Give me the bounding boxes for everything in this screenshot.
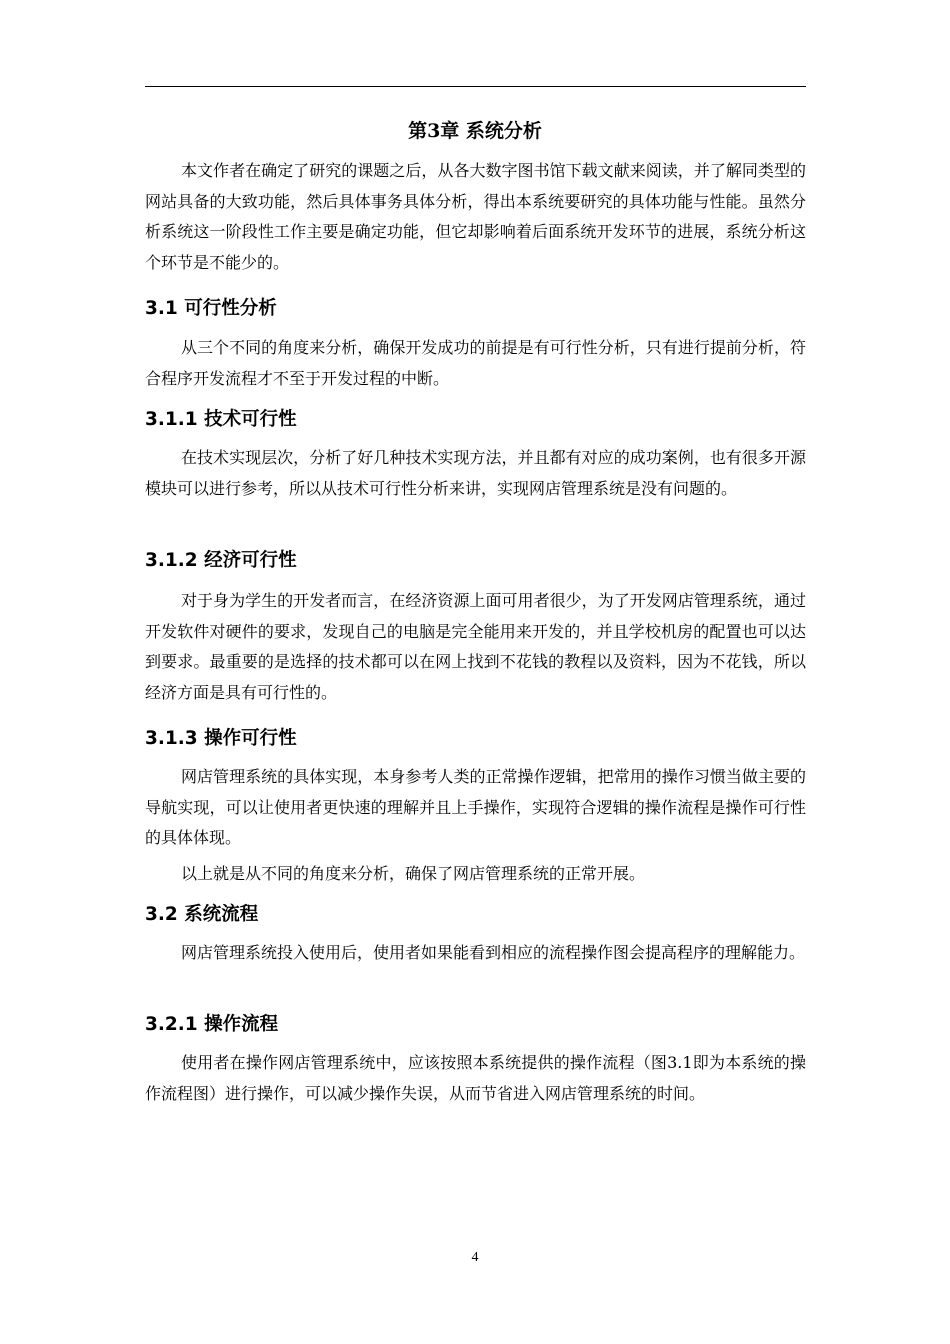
- header-rule: [145, 86, 806, 87]
- section-3-2-1-heading: 3.2.1 操作流程: [145, 1014, 279, 1035]
- section-3-1-2-heading: 3.1.2 经济可行性: [145, 550, 297, 571]
- intro-paragraph: 本文作者在确定了研究的课题之后，从各大数字图书馆下载文献来阅读，并了解同类型的网站具备的大致功能，然后具体事务具体分析，得出本系统要研究的具体功能与性能。虽然分析系统这一阶段性工作主要是确定功能，但它却影响着后面系统开发环节的进展，系统分析这个环节是不能少的。: [145, 161, 806, 272]
- section-3-1-1-heading: 3.1.1 技术可行性: [145, 409, 297, 430]
- section-3-1-1-paragraph: 在技术实现层次，分析了好几种技术实现方法，并且都有对应的成功案例，也有很多开源模块可以进行参考，所以从技术可行性分析来讲，实现网店管理系统是没有问题的。: [145, 448, 806, 498]
- section-3-1-2-paragraph: 对于身为学生的开发者而言，在经济资源上面可用者很少，为了开发网店管理系统，通过开发软件对硬件的要求，发现自己的电脑是完全能用来开发的，并且学校机房的配置也可以达到要求。最重要的是选择的技术都可以在网上找到不花钱的教程以及资料，因为不花钱，所以经济方面是具有可行性的。: [145, 591, 806, 702]
- section-3-1-3-paragraph: 网店管理系统的具体实现，本身参考人类的正常操作逻辑，把常用的操作习惯当做主要的导航实现，可以让使用者更快速的理解并且上手操作，实现符合逻辑的操作流程是操作可行性的具体体现。: [145, 767, 806, 847]
- section-3-2-1-paragraph: 使用者在操作网店管理系统中，应该按照本系统提供的操作流程（图3.1即为本系统的操作流程图）进行操作，可以减少操作失误，从而节省进入网店管理系统的时间。: [145, 1053, 806, 1103]
- section-3-1-3-heading: 3.1.3 操作可行性: [145, 728, 297, 749]
- section-3-1-heading: 3.1 可行性分析: [145, 298, 277, 319]
- section-3-1-paragraph: 从三个不同的角度来分析，确保开发成功的前提是有可行性分析，只有进行提前分析，符合程序开发流程才不至于开发过程的中断。: [145, 338, 806, 388]
- section-3-2-heading: 3.2 系统流程: [145, 904, 259, 925]
- section-3-1-3-summary: 以上就是从不同的角度来分析，确保了网店管理系统的正常开展。: [181, 864, 646, 883]
- chapter-title: 第3章 系统分析: [408, 120, 542, 142]
- page-number: 4: [471, 1250, 479, 1265]
- section-3-2-paragraph: 网店管理系统投入使用后，使用者如果能看到相应的流程操作图会提高程序的理解能力。: [181, 943, 806, 962]
